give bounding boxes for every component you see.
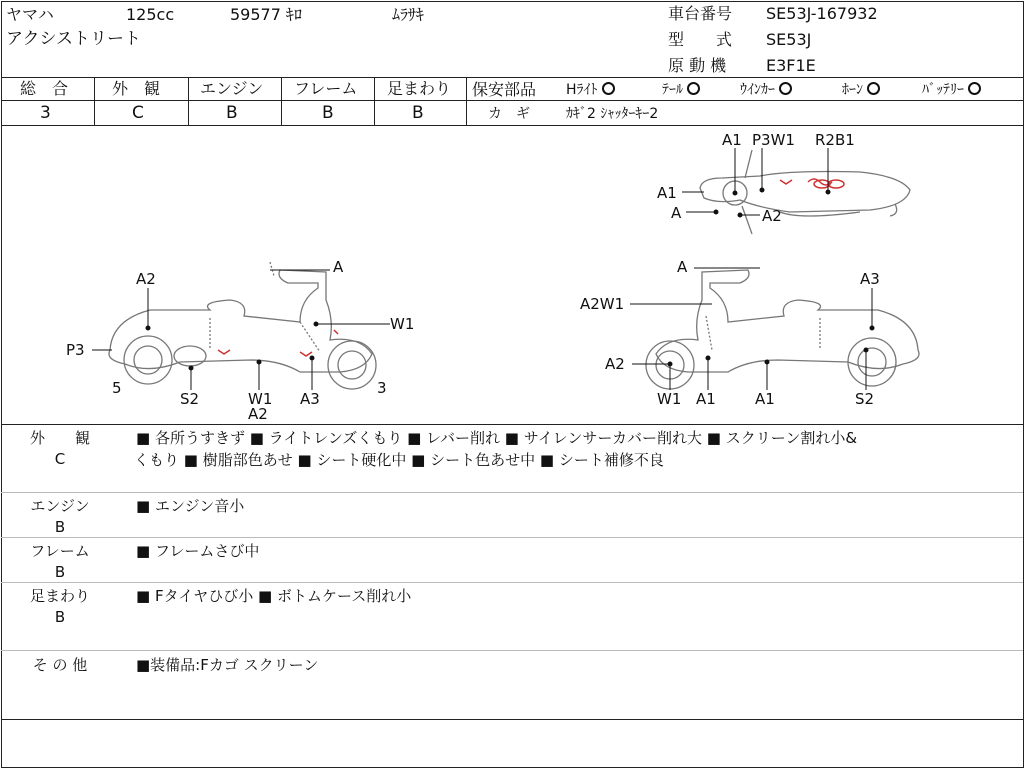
divider [1, 719, 1023, 720]
frame-no-label: 車台番号 [668, 4, 733, 23]
diagram-label: A2 [762, 207, 782, 225]
exterior-label: 外 観 [112, 79, 161, 98]
ok-circle-icon [867, 82, 880, 95]
diagram-label: A3 [860, 270, 880, 288]
scooter-top-view [700, 150, 910, 234]
note-category-engine: エンジン [30, 497, 90, 515]
diagram-label: A1 [755, 390, 775, 408]
maker: ヤマハ [6, 5, 54, 24]
diagram-label: S2 [180, 390, 200, 408]
key-label: カ ギ [488, 106, 530, 122]
safety-item-horn: ﾎｰﾝ [842, 81, 880, 99]
divider [188, 77, 189, 125]
frame-grade-label: フレーム [294, 79, 358, 98]
diagram-label: A [671, 204, 682, 222]
diagram-label: A1 [657, 184, 677, 202]
note-line: ■ Fタイヤひび小 ■ ボトムケース削れ小 [136, 587, 412, 605]
diagram-label: 3 [377, 379, 387, 397]
diagram-label: A2 [605, 355, 625, 373]
safety-item-tail: ﾃｰﾙ [662, 81, 700, 99]
note-line: ■ エンジン音小 [136, 497, 245, 515]
diagram-label: W1 [657, 390, 682, 408]
diagram-label: A1 [722, 131, 742, 149]
note-line: ■ 各所うすきず ■ ライトレンズくもり ■ レバー削れ ■ サイレンサーカバー削れ大 ■ スクリーン割れ小& [136, 429, 858, 447]
note-grade-frame: B [54, 563, 66, 581]
exterior-grade: C [132, 103, 144, 123]
suspension-grade: B [412, 103, 424, 123]
safety-label: 保安部品 [472, 80, 537, 99]
safety-item-battery: ﾊﾞｯﾃﾘｰ [922, 81, 981, 99]
diagram-label: R2B1 [815, 131, 855, 149]
diagram-label: W1 [248, 390, 273, 408]
frame-grade: B [322, 103, 334, 123]
engine-grade: B [226, 103, 238, 123]
diagram-label: P3W1 [752, 131, 795, 149]
engine-value: E3F1E [766, 56, 816, 75]
diagram-label: S2 [855, 390, 875, 408]
divider [1, 492, 1023, 493]
divider [1, 77, 1023, 78]
note-category-exterior: 外 観 [29, 429, 90, 447]
suspension-label: 足まわり [387, 79, 452, 98]
frame-no: SE53J-167932 [766, 4, 878, 23]
note-category-other: そ の 他 [32, 656, 88, 674]
model-name: アクシストリート [6, 29, 141, 49]
ok-circle-icon [602, 82, 615, 95]
safety-item-winker: ｳｲﾝｶｰ [740, 81, 792, 99]
divider [281, 77, 282, 125]
overall-grade: 3 [40, 103, 51, 123]
displacement: 125cc [126, 5, 175, 24]
type-label: 型 式 [668, 30, 733, 49]
diagram-label: A3 [300, 390, 320, 408]
divider [1, 582, 1023, 583]
diagram-label: A [677, 258, 688, 276]
ok-circle-icon [779, 82, 792, 95]
note-grade-suspension: B [54, 608, 66, 626]
note-grade-engine: B [54, 518, 66, 536]
note-line: ■ フレームさび中 [136, 542, 260, 560]
safety-item-headlight: Hﾗｲﾄ [566, 81, 615, 99]
ok-circle-icon [968, 82, 981, 95]
diagram-label: A2 [136, 270, 156, 288]
divider [1, 100, 1023, 101]
note-line: くもり ■ 樹脂部色あせ ■ シート硬化中 ■ シート色あせ中 ■ シート補修不良 [134, 451, 664, 469]
divider [466, 77, 467, 125]
divider [1, 650, 1023, 651]
diagram-label: A1 [696, 390, 716, 408]
diagram-label: W1 [390, 315, 415, 333]
note-line: ■装備品:Fカゴ スクリーン [136, 656, 319, 674]
engine-grade-label: エンジン [200, 79, 264, 98]
overall-label: 総 合 [20, 79, 69, 98]
divider [374, 77, 375, 125]
divider [94, 77, 95, 125]
divider [1, 537, 1023, 538]
mileage: 59577 ｷﾛ [230, 5, 302, 24]
key-value: ｶｷﾞ2 ｼｬｯﾀｰｷｰ2 [566, 106, 659, 122]
engine-label: 原 動 機 [668, 56, 727, 75]
diagram-label: A2 [248, 405, 268, 423]
type-value: SE53J [766, 30, 812, 49]
ok-circle-icon [687, 82, 700, 95]
note-category-suspension: 足まわり [29, 587, 90, 605]
diagram-label: A2W1 [580, 295, 625, 313]
color: ﾑﾗｻｷ [392, 5, 425, 24]
diagram-label: A [333, 258, 344, 276]
note-category-frame: フレーム [30, 542, 90, 560]
note-grade-exterior: C [54, 450, 66, 468]
diagram-label: P3 [66, 341, 85, 359]
diagram-label: 5 [112, 379, 122, 397]
